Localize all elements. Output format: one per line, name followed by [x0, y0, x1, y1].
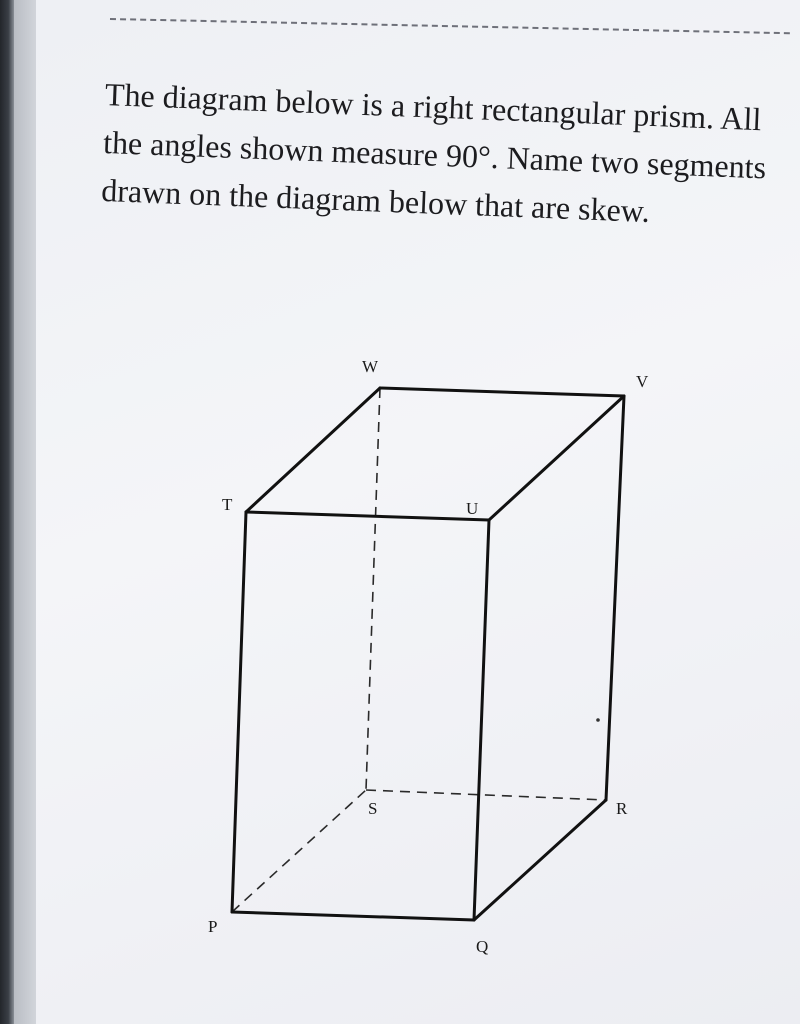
- edge-WS: [366, 388, 380, 790]
- edge-UV: [489, 396, 624, 520]
- edge-SR: [366, 790, 606, 800]
- vertex-label-Q: Q: [476, 937, 489, 956]
- edge-QR: [474, 800, 606, 920]
- vertex-label-R: R: [616, 799, 628, 818]
- vertex-label-V: V: [636, 372, 649, 391]
- edge-UQ: [474, 520, 489, 920]
- edge-VR: [606, 396, 624, 800]
- vertex-label-U: U: [466, 499, 479, 518]
- edge-PS: [232, 790, 366, 912]
- edge-TW: [246, 388, 380, 512]
- vertex-label-S: S: [368, 799, 378, 818]
- stray-mark: [596, 718, 600, 722]
- edge-TP: [232, 512, 246, 912]
- vertex-label-W: W: [362, 357, 379, 376]
- edge-PQ: [232, 912, 474, 920]
- edge-TU: [246, 512, 489, 520]
- question-text: The diagram below is a right rectangular prism. All the angles shown measure 90°. Name two segments drawn on the diagram below that are skew.: [100, 75, 767, 229]
- vertex-label-P: P: [208, 917, 218, 936]
- edge-WV: [380, 388, 624, 396]
- vertex-label-T: T: [222, 495, 233, 514]
